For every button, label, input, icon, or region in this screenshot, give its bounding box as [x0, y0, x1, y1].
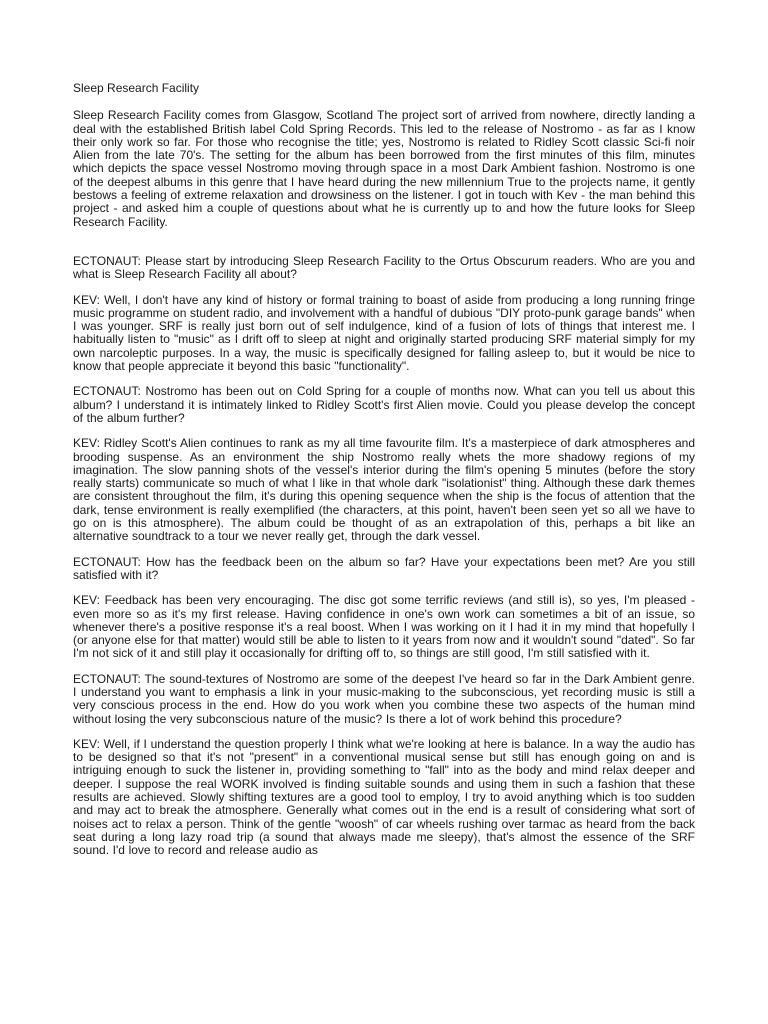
- document-page: [73, 82, 695, 870]
- document-title: Sleep Research Facility: [73, 81, 200, 95]
- question-paragraph: ECTONAUT: How has the feedback been on the album so far? Have your expectations been met? Are you still satisfied with it?: [73, 554, 695, 582]
- question-paragraph: ECTONAUT: Please start by introducing Sleep Research Facility to the Ortus Obscurum readers. Who are you and what is Sleep Research Facility all about?: [73, 253, 695, 282]
- question-paragraph: ECTONAUT: Nostromo has been out on Cold Spring for a couple of months now. What can you tell us about this album? I understand it is intimately linked to Ridley Scott's first Alien movie. Could you please develop the concept of the album further?: [73, 384, 695, 425]
- answer-paragraph: KEV: Well, I don't have any kind of history or formal training to boast of aside from producing a long running fringe music programme on student radio, and involvement with a handful of dubious "DIY proto-punk garage bands" when I was younger. SRF is really just born out of self indulgence, kind of a fusion of lots of things that interest me. I habitually listen to "music" as I drift off to sleep at night and originally started producing SRF material simply for my own narcoleptic purposes. In a way, the music is specifically designed for falling asleep to, but it would be nice to know that people appreciate it beyond this basic "functionality".: [73, 292, 695, 374]
- intro-paragraph: Sleep Research Facility comes from Glasgow, Scotland The project sort of arrived from nowhere, directly landing a deal with the established British label Cold Spring Records. This led to the release of Nostromo - as far as I know their only work so far. For those who recognise the title; yes, Nostromo is related to Ridley Scott classic Sci-fi noir Alien from the late 70's. The setting for the album has been borrowed from the first minutes of this film, minutes which depicts the space vessel Nostromo moving through space in a most Dark Ambient fashion. Nostromo is one of the deepest albums in this genre that I have heard during the new millennium True to the projects name, it gently bestows a feeling of extreme relaxation and drowsiness on the listener. I got in touch with Kev - the man behind this project - and asked him a couple of questions about what he is currently up to and how the future looks for Sleep Research Facility.: [73, 108, 695, 229]
- question-paragraph: ECTONAUT: The sound-textures of Nostromo are some of the deepest I've heard so far in the Dark Ambient genre. I understand you want to emphasis a link in your music-making to the subconscious, yet recording music is still a very conscious process in the end. How do you work when you combine these two aspects of the human mind without losing the very subconscious nature of the music? Is there a lot of work behind this procedure?: [73, 671, 695, 726]
- answer-paragraph: KEV: Well, if I understand the question properly I think what we're looking at here is balance. In a way the audio has to be designed so that it's not "present" in a conventional musical sense but still has enough going on and is intriguing enough to suck the listener in, providing something to "fall" into as the body and mind relax deeper and deeper. I suppose the real WORK involved is finding suitable sounds and using them in such a fashion that these results are achieved. Slowly shifting textures are a good tool to employ, I try to avoid anything which is too sudden and may act to break the atmosphere. Generally what comes out in the end is a result of considering what sort of noises act to relax a person. Think of the gentle "woosh" of car wheels rushing over tarmac as heard from the back seat during a long lazy road trip (a sound that always made me sleepy), that's almost the essence of the SRF sound. I'd love to record and release audio as: [73, 736, 695, 858]
- answer-paragraph: KEV: Feedback has been very encouraging. The disc got some terrific reviews (and still is), so yes, I'm pleased - even more so as it's my first release. Having confidence in one's own work can sometimes a bit of an issue, so whenever there's a positive response it's a real boost. When I was working on it I had it in my mind that hopefully I (or anyone else for that matter) would still be able to listen to it years from now and it wouldn't sound "dated". So far I'm not sick of it and still play it occasionally for drifting off to, so things are still good, I'm still satisfied with it.: [73, 593, 695, 661]
- answer-paragraph: KEV: Ridley Scott's Alien continues to rank as my all time favourite film. It's a masterpiece of dark atmospheres and brooding suspense. As an environment the ship Nostromo really whets the more shadowy regions of my imagination. The slow panning shots of the vessel's interior during the film's opening 5 minutes (before the story really starts) communicate so much of what I like in that whole dark "isolationist" thing. Although these dark themes are consistent throughout the film, it's during this opening sequence when the ship is the focus of attention that the dark, tense environment is really exemplified (the characters, at this point, haven't been seen yet so all we have to go on is this atmosphere). The album could be thought of as an extrapolation of this, perhaps a bit like an alternative soundtrack to a tour we never really get, through the dark vessel.: [73, 436, 695, 544]
